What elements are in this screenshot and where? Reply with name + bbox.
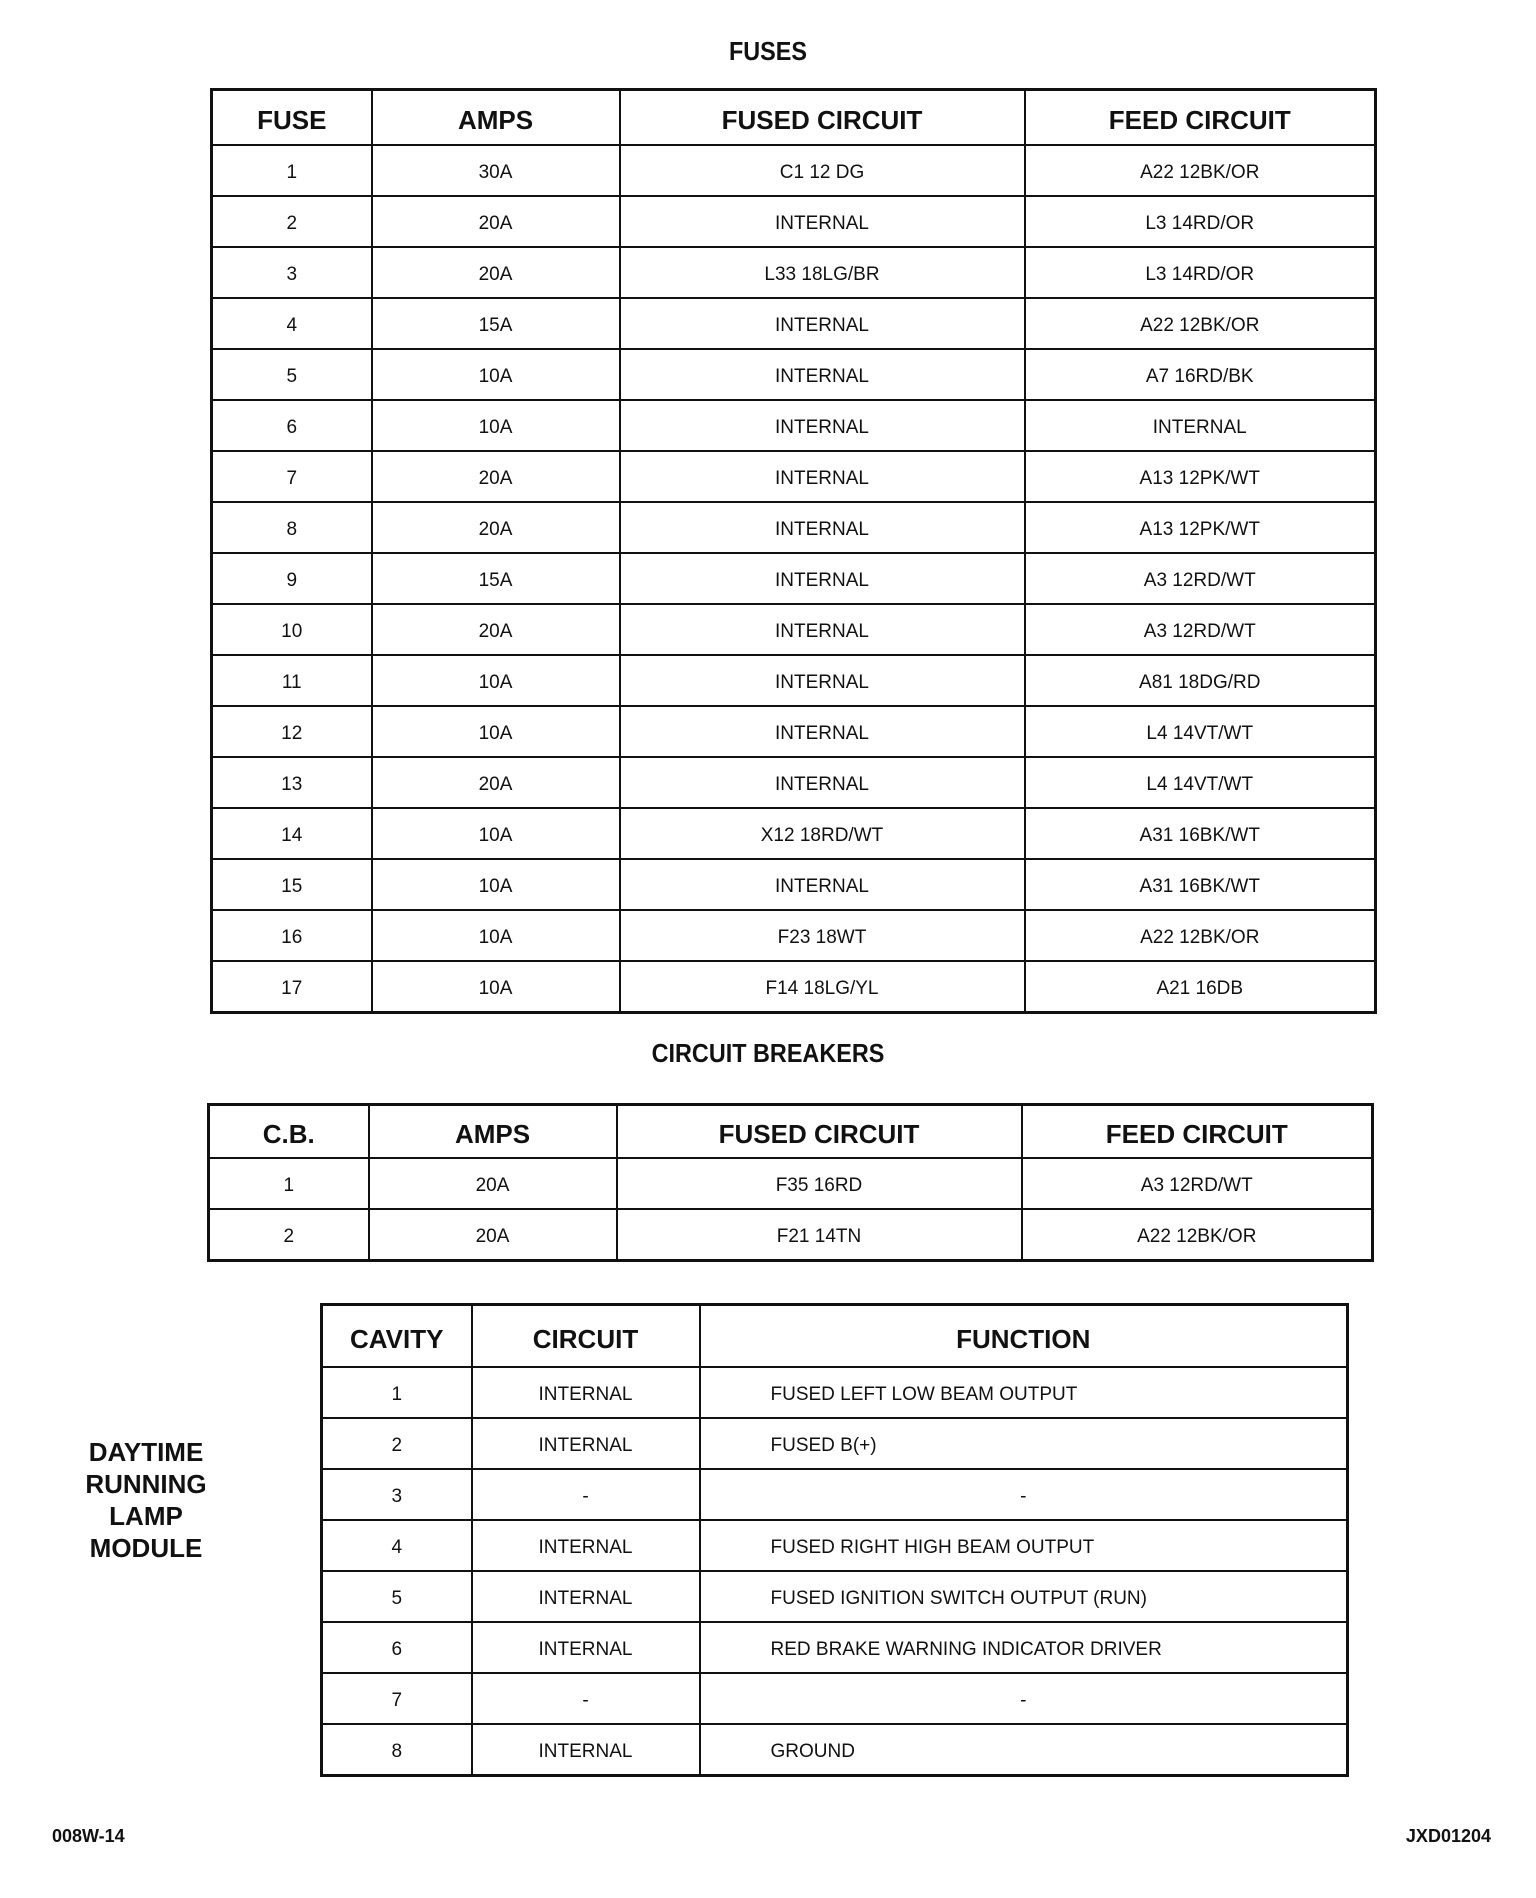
table-cell: INTERNAL — [472, 1622, 700, 1673]
fuse-row — [212, 859, 1376, 910]
table-cell: 17 — [212, 961, 372, 1013]
table-cell: 10A — [372, 859, 620, 910]
table-cell: FUSED B(+) — [700, 1418, 1348, 1469]
fuse-row — [212, 298, 1376, 349]
table-cell: 2 — [209, 1209, 369, 1261]
table-cell: 10A — [372, 655, 620, 706]
fuse-row — [212, 196, 1376, 247]
table-cell: A13 12PK/WT — [1025, 451, 1376, 502]
table-cell: INTERNAL — [620, 859, 1025, 910]
drl-label-line: DAYTIME — [88, 1437, 204, 1467]
cavity-row — [322, 1724, 1348, 1776]
fuse-row — [212, 757, 1376, 808]
table-cell: 7 — [212, 451, 372, 502]
table-cell: 10A — [372, 349, 620, 400]
fuse-row — [212, 502, 1376, 553]
drl-label-line: MODULE — [89, 1533, 203, 1563]
column-header: FUNCTION — [700, 1305, 1348, 1368]
fuse-row — [212, 808, 1376, 859]
table-cell: C1 12 DG — [620, 145, 1025, 196]
table-cell: 4 — [212, 298, 372, 349]
cavity-row — [322, 1673, 1348, 1724]
fuses-table — [210, 88, 1377, 1014]
drl-header-row — [322, 1305, 1348, 1368]
figure-code-right: JXD01204 — [1405, 1826, 1491, 1846]
table-cell: GROUND — [700, 1724, 1348, 1776]
table-cell: 20A — [372, 247, 620, 298]
table-cell: INTERNAL — [620, 553, 1025, 604]
cavity-row — [322, 1418, 1348, 1469]
table-cell: INTERNAL — [620, 196, 1025, 247]
table-cell: F21 14TN — [617, 1209, 1022, 1261]
table-cell: A22 12BK/OR — [1022, 1209, 1373, 1261]
table-cell: 10 — [212, 604, 372, 655]
table-cell: 10A — [372, 961, 620, 1013]
table-cell: INTERNAL — [620, 451, 1025, 502]
column-header: FUSED CIRCUIT — [617, 1105, 1022, 1159]
cavity-row — [322, 1571, 1348, 1622]
table-cell: 20A — [372, 502, 620, 553]
table-cell: 1 — [322, 1367, 472, 1418]
table-cell: L33 18LG/BR — [620, 247, 1025, 298]
table-cell: A7 16RD/BK — [1025, 349, 1376, 400]
table-cell: 5 — [322, 1571, 472, 1622]
fuse-row — [212, 604, 1376, 655]
table-cell: 12 — [212, 706, 372, 757]
fuses-header-row — [212, 90, 1376, 146]
column-header: CAVITY — [322, 1305, 472, 1368]
circuit-breaker-row — [209, 1158, 1373, 1209]
fuse-row — [212, 451, 1376, 502]
table-cell: 20A — [369, 1158, 617, 1209]
table-cell: 15A — [372, 298, 620, 349]
table-cell: INTERNAL — [620, 604, 1025, 655]
table-cell: A3 12RD/WT — [1022, 1158, 1373, 1209]
cavity-row — [322, 1367, 1348, 1418]
fuse-row — [212, 910, 1376, 961]
table-cell: F14 18LG/YL — [620, 961, 1025, 1013]
table-cell: 20A — [369, 1209, 617, 1261]
table-cell: 6 — [322, 1622, 472, 1673]
table-cell: INTERNAL — [620, 757, 1025, 808]
table-cell: A22 12BK/OR — [1025, 145, 1376, 196]
column-header: C.B. — [209, 1105, 369, 1159]
table-cell: 3 — [322, 1469, 472, 1520]
table-cell: A3 12RD/WT — [1025, 553, 1376, 604]
table-cell: 10A — [372, 400, 620, 451]
table-cell: 8 — [322, 1724, 472, 1776]
fuses-title: FUSES — [728, 36, 808, 66]
column-header: FUSE — [212, 90, 372, 146]
table-cell: 10A — [372, 910, 620, 961]
drl-label-line: LAMP — [109, 1501, 183, 1531]
circuit-breaker-row — [209, 1209, 1373, 1261]
table-cell: INTERNAL — [620, 655, 1025, 706]
table-cell: - — [472, 1469, 700, 1520]
column-header: FUSED CIRCUIT — [620, 90, 1025, 146]
table-cell: 20A — [372, 451, 620, 502]
table-cell: INTERNAL — [472, 1520, 700, 1571]
table-cell: A22 12BK/OR — [1025, 298, 1376, 349]
table-cell: X12 18RD/WT — [620, 808, 1025, 859]
fuse-row — [212, 400, 1376, 451]
table-cell: A3 12RD/WT — [1025, 604, 1376, 655]
column-header: CIRCUIT — [472, 1305, 700, 1368]
circuit-breakers-header-row — [209, 1105, 1373, 1159]
table-cell: 4 — [322, 1520, 472, 1571]
table-cell: FUSED RIGHT HIGH BEAM OUTPUT — [700, 1520, 1348, 1571]
fuse-row — [212, 706, 1376, 757]
drl-module-label — [76, 1436, 216, 1564]
cavity-row — [322, 1622, 1348, 1673]
table-cell: - — [700, 1673, 1348, 1724]
table-cell: 6 — [212, 400, 372, 451]
table-cell: L4 14VT/WT — [1025, 706, 1376, 757]
table-cell: A22 12BK/OR — [1025, 910, 1376, 961]
fuse-row — [212, 961, 1376, 1013]
column-header: AMPS — [372, 90, 620, 146]
fuse-row — [212, 655, 1376, 706]
table-cell: INTERNAL — [620, 349, 1025, 400]
table-cell: 1 — [209, 1158, 369, 1209]
column-header: FEED CIRCUIT — [1022, 1105, 1373, 1159]
table-cell: FUSED IGNITION SWITCH OUTPUT (RUN) — [700, 1571, 1348, 1622]
cavity-row — [322, 1520, 1348, 1571]
table-cell: FUSED LEFT LOW BEAM OUTPUT — [700, 1367, 1348, 1418]
table-cell: INTERNAL — [620, 706, 1025, 757]
table-cell: - — [472, 1673, 700, 1724]
table-cell: 15A — [372, 553, 620, 604]
table-cell: INTERNAL — [620, 298, 1025, 349]
table-cell: 7 — [322, 1673, 472, 1724]
drl-label-line: RUNNING — [85, 1469, 207, 1499]
table-cell: 14 — [212, 808, 372, 859]
table-cell: A31 16BK/WT — [1025, 808, 1376, 859]
fuse-row — [212, 553, 1376, 604]
circuit-breakers-title: CIRCUIT BREAKERS — [651, 1038, 885, 1068]
circuit-breakers-table — [207, 1103, 1374, 1262]
table-cell: L3 14RD/OR — [1025, 196, 1376, 247]
table-cell: INTERNAL — [620, 400, 1025, 451]
table-cell: 1 — [212, 145, 372, 196]
table-cell: 16 — [212, 910, 372, 961]
table-cell: 8 — [212, 502, 372, 553]
fuse-row — [212, 247, 1376, 298]
table-cell: A13 12PK/WT — [1025, 502, 1376, 553]
table-cell: F23 18WT — [620, 910, 1025, 961]
fuse-row — [212, 145, 1376, 196]
table-cell: A81 18DG/RD — [1025, 655, 1376, 706]
table-cell: 30A — [372, 145, 620, 196]
table-cell: 10A — [372, 808, 620, 859]
table-cell: 11 — [212, 655, 372, 706]
table-cell: 15 — [212, 859, 372, 910]
table-cell: INTERNAL — [472, 1571, 700, 1622]
cavity-row — [322, 1469, 1348, 1520]
table-cell: INTERNAL — [472, 1367, 700, 1418]
table-cell: 20A — [372, 604, 620, 655]
table-cell: 13 — [212, 757, 372, 808]
table-cell: F35 16RD — [617, 1158, 1022, 1209]
table-cell: RED BRAKE WARNING INDICATOR DRIVER — [700, 1622, 1348, 1673]
table-cell: A31 16BK/WT — [1025, 859, 1376, 910]
drl-module-table — [320, 1303, 1349, 1777]
table-cell: 20A — [372, 757, 620, 808]
table-cell: INTERNAL — [472, 1724, 700, 1776]
column-header: AMPS — [369, 1105, 617, 1159]
table-cell: INTERNAL — [472, 1418, 700, 1469]
column-header: FEED CIRCUIT — [1025, 90, 1376, 146]
table-cell: L3 14RD/OR — [1025, 247, 1376, 298]
table-cell: L4 14VT/WT — [1025, 757, 1376, 808]
fuse-row — [212, 349, 1376, 400]
table-cell: INTERNAL — [620, 502, 1025, 553]
table-cell: 9 — [212, 553, 372, 604]
table-cell: 20A — [372, 196, 620, 247]
table-cell: 5 — [212, 349, 372, 400]
table-cell: 3 — [212, 247, 372, 298]
table-cell: 2 — [322, 1418, 472, 1469]
table-cell: - — [700, 1469, 1348, 1520]
table-cell: INTERNAL — [1025, 400, 1376, 451]
table-cell: A21 16DB — [1025, 961, 1376, 1013]
table-cell: 10A — [372, 706, 620, 757]
figure-code-left: 008W-14 — [52, 1826, 125, 1846]
table-cell: 2 — [212, 196, 372, 247]
